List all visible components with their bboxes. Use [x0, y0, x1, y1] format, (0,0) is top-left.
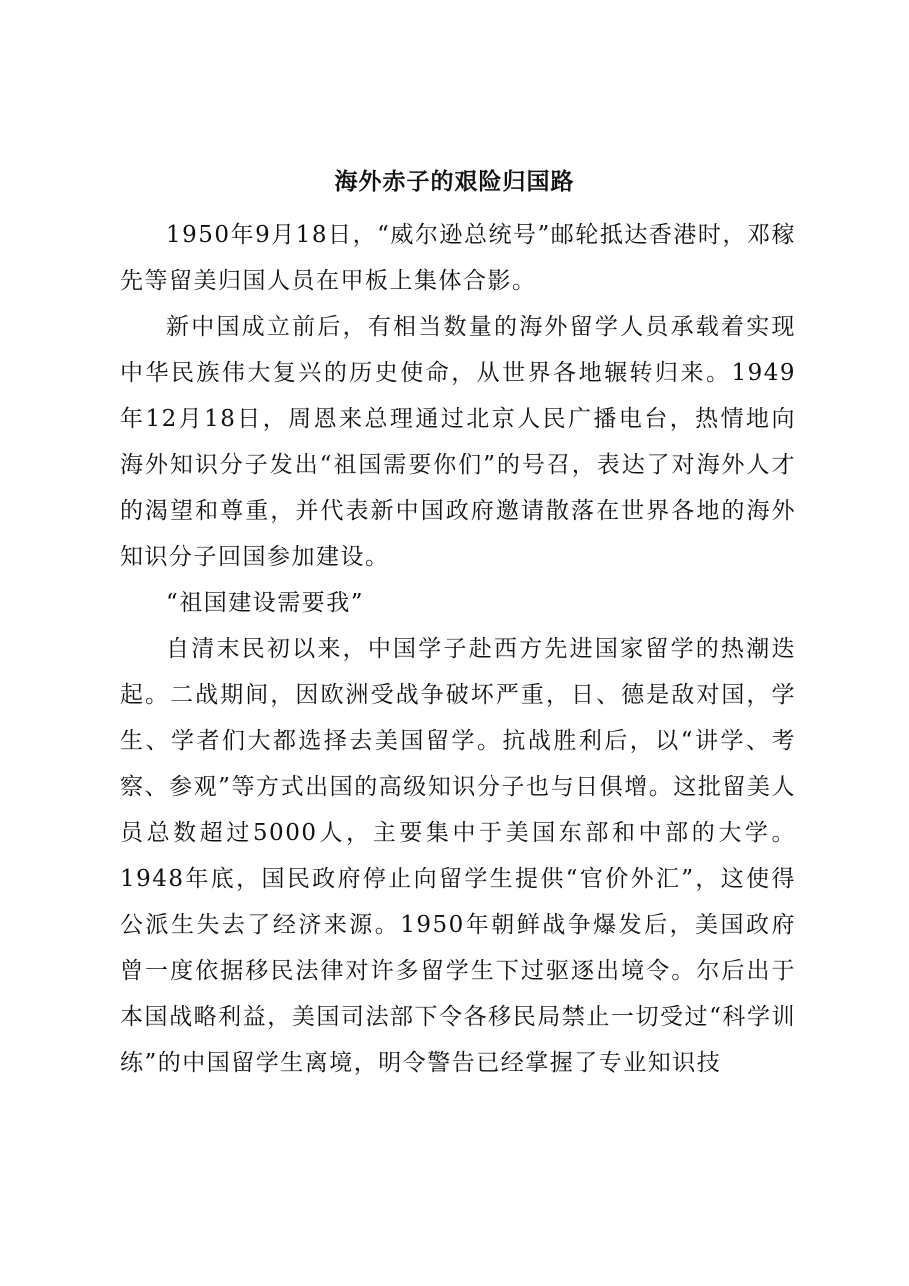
- section-heading: “祖国建设需要我”: [166, 590, 365, 616]
- paragraph-intro: 新中国成立前后，有相当数量的海外留学人员承载着实现中华民族伟大复兴的历史使命，从世界各地辗转归来。1949年12月18日，周恩来总理通过北京人民广播电台，热情地向海外知识分子发出“祖国需要你们”的号召，表达了对海外人才的渴望和尊重，并代表新中国政府邀请散落在世界各地的海外知识分子回国参加建设。: [120, 314, 796, 570]
- document-title: 海外赤子的艰险归国路: [334, 168, 575, 195]
- paragraph-photo-caption: 1950年9月18日，“威尔逊总统号”邮轮抵达香港时，邓稼先等留美归国人员在甲板上集体合影。: [120, 222, 796, 294]
- paragraph-history: 自清末民初以来，中国学子赴西方先进国家留学的热潮迭起。二战期间，因欧洲受战争破坏严重，日、德是敌对国，学生、学者们大都选择去美国留学。抗战胜利后，以“讲学、考察、参观”等方式出国的高级知识分子也与日俱增。这批留美人员总数超过5000人，主要集中于美国东部和中部的大学。1948年底，国民政府停止向留学生提供“官价外汇”，这使得公派生失去了经济来源。1950年朝鲜战争爆发后，美国政府曾一度依据移民法律对许多留学生下过驱逐出境令。尔后出于本国战略利益，美国司法部下令各移民局禁止一切受过“科学训练”的中国留学生离境，明令警告已经掌握了专业知识技: [120, 636, 796, 1076]
- document-body: [120, 212, 796, 1086]
